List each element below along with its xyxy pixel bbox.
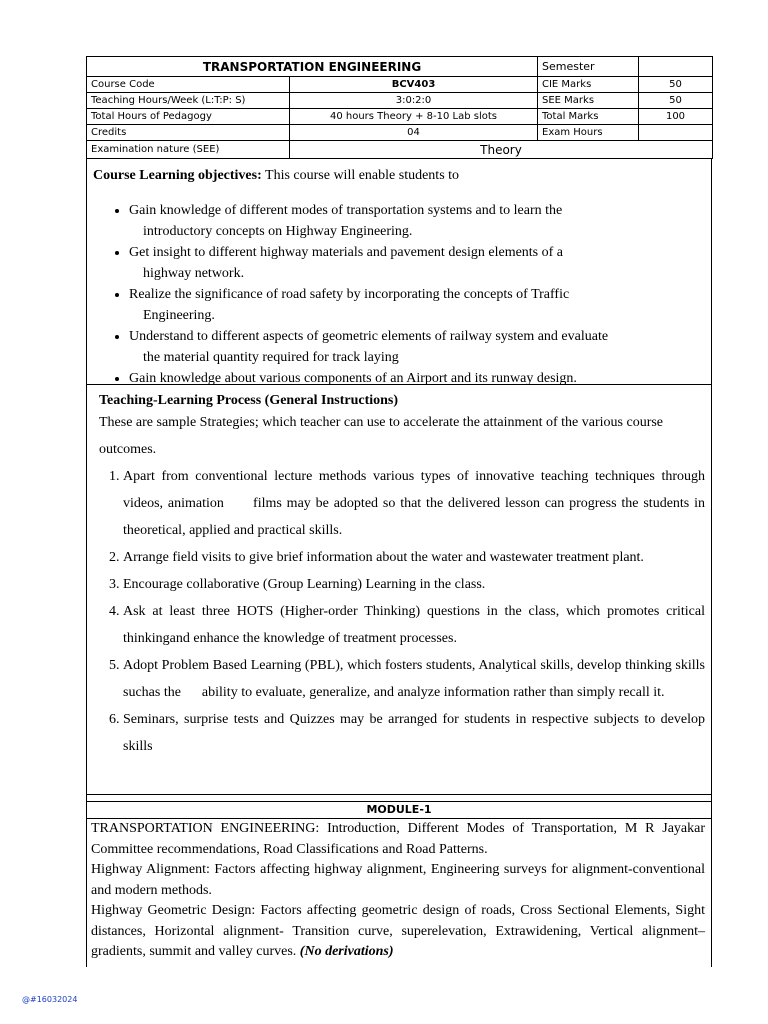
pedagogy-hours-value: 40 hours Theory + 8-10 Lab slots [290,109,538,125]
module-title: MODULE-1 [86,801,712,819]
tlp-list [99,463,709,760]
tlp-item: 1. Apart from conventional lecture methods various types of innovative teaching techniques through videos, animation films may be adopted so that the delivered lesson can progress the students in theoretical, applied and practical skills. [123,463,705,544]
teaching-learning-section [86,385,712,795]
cie-marks-value: 50 [639,77,713,93]
tlp-item: 2. Arrange field visits to give brief information about the water and wastewater treatment plant. [123,544,705,571]
course-header-table [86,56,713,159]
exam-nature-label: Examination nature (SEE) [87,141,290,159]
course-title: TRANSPORTATION ENGINEERING [87,57,538,77]
module-note: (No derivations) [296,944,394,959]
teaching-hours-label: Teaching Hours/Week (L:T:P: S) [87,93,290,109]
tlp-item: 5. Adopt Problem Based Learning (PBL), which fosters students, Analytical skills, develop thinking skills suchas the ability to evaluate, generalize, and analyze information rather than simply recall it. [123,652,705,706]
total-marks-label: Total Marks [538,109,639,125]
module-paragraph-text: Highway Geometric Design: Factors affecting geometric design of roads, Cross Sectional Elements, Sight distances, Horizontal alignment- Transition curve, superelevation, Extrawidening, Vertical alignment–gradients, summit and valley curves. [91,903,705,959]
see-marks-value: 50 [639,93,713,109]
semester-label: Semester [538,57,639,77]
course-code-label: Course Code [87,77,290,93]
exam-nature-value: Theory [290,141,713,159]
module-paragraph: TRANSPORTATION ENGINEERING: Introduction, Different Modes of Transportation, M R Jayakar Committee recommendations, Road Classifications and Road Patterns. [91,821,705,857]
see-marks-label: SEE Marks [538,93,639,109]
syllabus-page [86,56,712,967]
cie-marks-label: CIE Marks [538,77,639,93]
module-paragraph: Highway Alignment: Factors affecting highway alignment, Engineering surveys for alignment-conventional and modern methods. [91,862,705,898]
course-objectives-section [86,159,712,385]
objectives-lead [93,165,705,186]
course-code-value: BCV403 [290,77,538,93]
objectives-list [93,200,705,389]
tlp-item: 6. Seminars, surprise tests and Quizzes may be arranged for students in respective subjects to develop skills [123,706,705,760]
exam-hours-value [639,125,713,141]
pedagogy-hours-label: Total Hours of Pedagogy [87,109,290,125]
objectives-lead-text: This course will enable students to [261,168,460,183]
objective-item: • Understand to different aspects of geometric elements of railway system and evaluate the material quantity required for track laying [129,326,705,368]
exam-hours-label: Exam Hours [538,125,639,141]
tlp-heading: Teaching-Learning Process (General Instructions) [99,393,399,408]
objective-item: • Realize the significance of road safety by incorporating the concepts of Traffic Engineering. [129,284,705,326]
objective-item: • Gain knowledge about various components of an Airport and its runway design. [129,368,705,389]
module-paragraph [91,901,705,963]
tlp-item: 3. Encourage collaborative (Group Learning) Learning in the class. [123,571,705,598]
document-id: @#16032024 [22,995,78,1004]
tlp-item: 4. Ask at least three HOTS (Higher-order Thinking) questions in the class, which promotes critical thinkingand enhance the knowledge of treatment processes. [123,598,705,652]
tlp-intro: These are sample Strategies; which teacher can use to accelerate the attainment of the various course outcomes. [99,415,664,457]
semester-value [639,57,713,77]
credits-value: 04 [290,125,538,141]
objective-item: • Get insight to different highway materials and pavement design elements of a highway network. [129,242,705,284]
objective-item: • Gain knowledge of different modes of transportation systems and to learn the introductory concepts on Highway Engineering. [129,200,705,242]
credits-label: Credits [87,125,290,141]
module-content [86,819,712,967]
objectives-lead-bold: Course Learning objectives: [93,168,262,183]
total-marks-value: 100 [639,109,713,125]
teaching-hours-value: 3:0:2:0 [290,93,538,109]
